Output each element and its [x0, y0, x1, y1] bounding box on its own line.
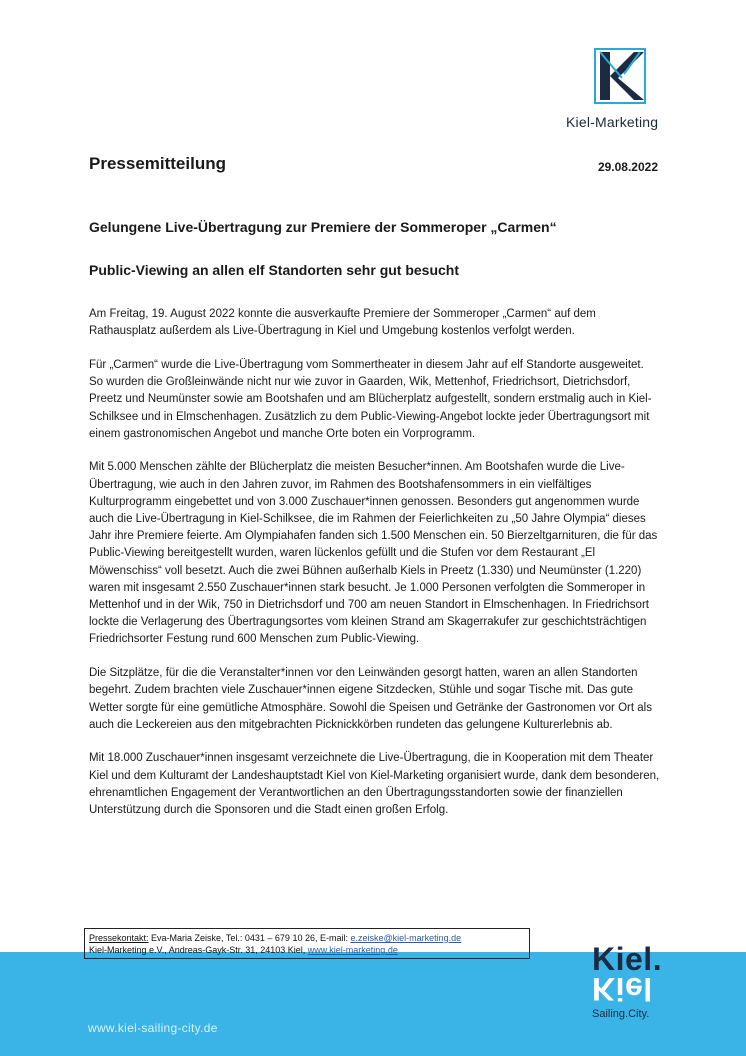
paragraph: Für „Carmen“ wurde die Live-Übertragung vom Sommertheater in diesem Jahr auf elf Standorte ausgeweitet. So wurden die Großleinwände nicht nur wie zuvor in Gaarden, Wik, Mettenhof, Friedrichsort, Dietrichsdorf, Preetz und Neumünster sowie am Bootshafen und am Blücherplatz aufgestellt, sondern erstmalig auch in Kiel-Schilksee und in Elmschenhagen. Zusätzlich zu dem Public-Viewing-Angebot lockte jeder Übertragungsort mit einem gastronomischen Angebot und manche Orte boten ein Vorprogramm. — [89, 358, 652, 440]
headline: Gelungene Live-Übertragung zur Premiere der Sommeroper „Carmen“ — [89, 219, 557, 235]
contact-details: Eva-Maria Zeiske, Tel.: 0431 – 679 10 26, E-mail: — [148, 933, 351, 943]
document-date: 29.08.2022 — [597, 160, 658, 174]
contact-address: Kiel-Marketing e.V., Andreas-Gayk-Str. 31, 24103 Kiel, — [89, 945, 308, 955]
press-contact-box — [84, 928, 530, 959]
paragraph: Mit 18.000 Zuschauer*innen insgesamt verzeichnete die Live-Übertragung, die in Kooperation mit dem Theater Kiel und dem Kulturamt der Landeshauptstadt Kiel von Kiel-Marketing organisiert wurde, dank dem besonderen, ehrenamtlichen Engagement der Verantwortlichen an den Übertragungsstandorten sowie der finanziellen Unterstützung durch die Sponsoren und die Stadt einen großen Erfolg. — [89, 752, 660, 817]
kiel-marketing-logo-icon — [594, 48, 646, 104]
kiel-logo-mirror: Kiel — [592, 971, 653, 1007]
kiel-logo-tagline: Sailing.City. — [592, 1008, 650, 1020]
article-body — [89, 306, 661, 836]
kiel-sailing-city-logo — [592, 941, 674, 1020]
kiel-logo-word: Kiel. — [592, 941, 663, 977]
subheadline: Public-Viewing an allen elf Standorten sehr gut besucht — [89, 262, 460, 278]
paragraph: Die Sitzplätze, für die die Veranstalter*innen vor den Leinwänden gesorgt hatten, waren an allen Standorten begehrt. Zudem brachten viele Zuschauer*innen eigene Sitzdecken, Stühle und sogar Tische mit. Das gute Wetter sorgte für eine gemütliche Atmosphäre. Sowohl die Speisen und Getränke der Gastronomen vor Ort als auch die Leckereien aus den mitgebrachten Picknickkörben rundeten das gelungene Kulturerlebnis ab. — [89, 667, 652, 731]
contact-line-2 — [89, 944, 529, 956]
paragraph: Mit 5.000 Menschen zählte der Blücherplatz die meisten Besucher*innen. Am Bootshafen wurde die Live-Übertragung, wie auch in den Jahren zuvor, im Rahmen des Bootshafensommers in ein vielfältiges Kulturprogramm eingebettet und von 3.000 Zuschauer*innen genossen. Besonders gut angenommen wurde auch die Live-Übertragung in Kiel-Schilksee, die im Rahmen der Feierlichkeiten zu „50 Jahre Olympia“ dieses Jahr ihre Premiere feierte. Am Olympiahafen fanden sich 1.500 Menschen ein. 50 Bierzeltgarnituren, die für das Public-Viewing bereitgestellt wurden, waren lückenlos gefüllt und die Stufen vor dem Restaurant „El Möwenschiss“ voll besetzt. Auch die zwei Bühnen außerhalb Kiels in Preetz (1.330) und Neumünster (1.220) waren mit insgesamt 2.550 Zuschauer*innen stark besucht. Je 1.000 Personen verfolgten die Sommeroper in Mettenhof und in der Wik, 750 in Dietrichsdorf und 700 am neuen Standort in Elmschenhagen. In Friedrichsort lockte die Verlagerung des Übertragungsortes vom kleinen Strand am Skagerrakufer zur geschichtsträchtigen Friedrichsorter Festung rund 600 Menschen zum Public-Viewing. — [89, 461, 658, 646]
footer-website[interactable]: www.kiel-sailing-city.de — [88, 1021, 218, 1035]
contact-email-link[interactable]: e.zeiske@kiel-marketing.de — [350, 933, 462, 943]
contact-label: Pressekontakt: — [89, 933, 149, 943]
paragraph: Am Freitag, 19. August 2022 konnte die ausverkaufte Premiere der Sommeroper „Carmen“ auf dem Rathausplatz außerdem als Live-Übertragung in Kiel und Umgebung kostenlos verfolgt werden. — [89, 308, 596, 338]
document-type: Pressemitteilung — [89, 154, 226, 173]
logo-caption: Kiel-Marketing — [566, 114, 659, 130]
contact-line-1 — [89, 932, 529, 944]
contact-website-link[interactable]: www.kiel-marketing.de — [307, 945, 398, 955]
